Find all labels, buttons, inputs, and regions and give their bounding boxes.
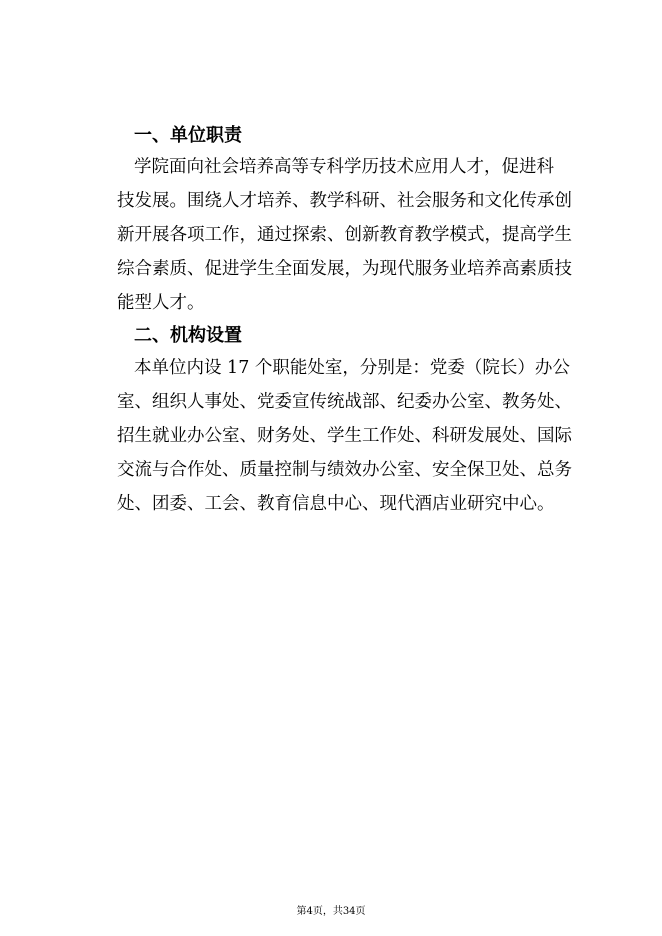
page-number-footer: 第4页，共34页	[296, 906, 366, 917]
paragraph-line: 能型人才。	[117, 293, 205, 313]
section-heading-structure: 二、机构设置	[134, 325, 242, 346]
paragraph-line: 技发展。围绕人才培养、教学科研、社会服务和文化传承创	[117, 191, 572, 211]
paragraph-line: 招生就业办公室、财务处、学生工作处、科研发展处、国际	[117, 426, 572, 446]
paragraph-line: 交流与合作处、质量控制与绩效办公室、安全保卫处、总务	[117, 460, 572, 480]
paragraph-line: 本单位内设 17 个职能处室，分别是：党委（院长）办公	[134, 358, 570, 378]
paragraph-line: 综合素质、促进学生全面发展，为现代服务业培养高素质技	[117, 259, 572, 279]
paragraph-line: 室、组织人事处、党委宣传统战部、纪委办公室、教务处、	[117, 392, 572, 412]
paragraph-line: 学院面向社会培养高等专科学历技术应用人才，促进科	[134, 157, 554, 177]
paragraph-line: 处、团委、工会、教育信息中心、现代酒店业研究中心。	[117, 494, 555, 514]
paragraph-line: 新开展各项工作，通过探索、创新教育教学模式，提高学生	[117, 225, 572, 245]
section-heading-duties: 一、单位职责	[134, 125, 242, 146]
